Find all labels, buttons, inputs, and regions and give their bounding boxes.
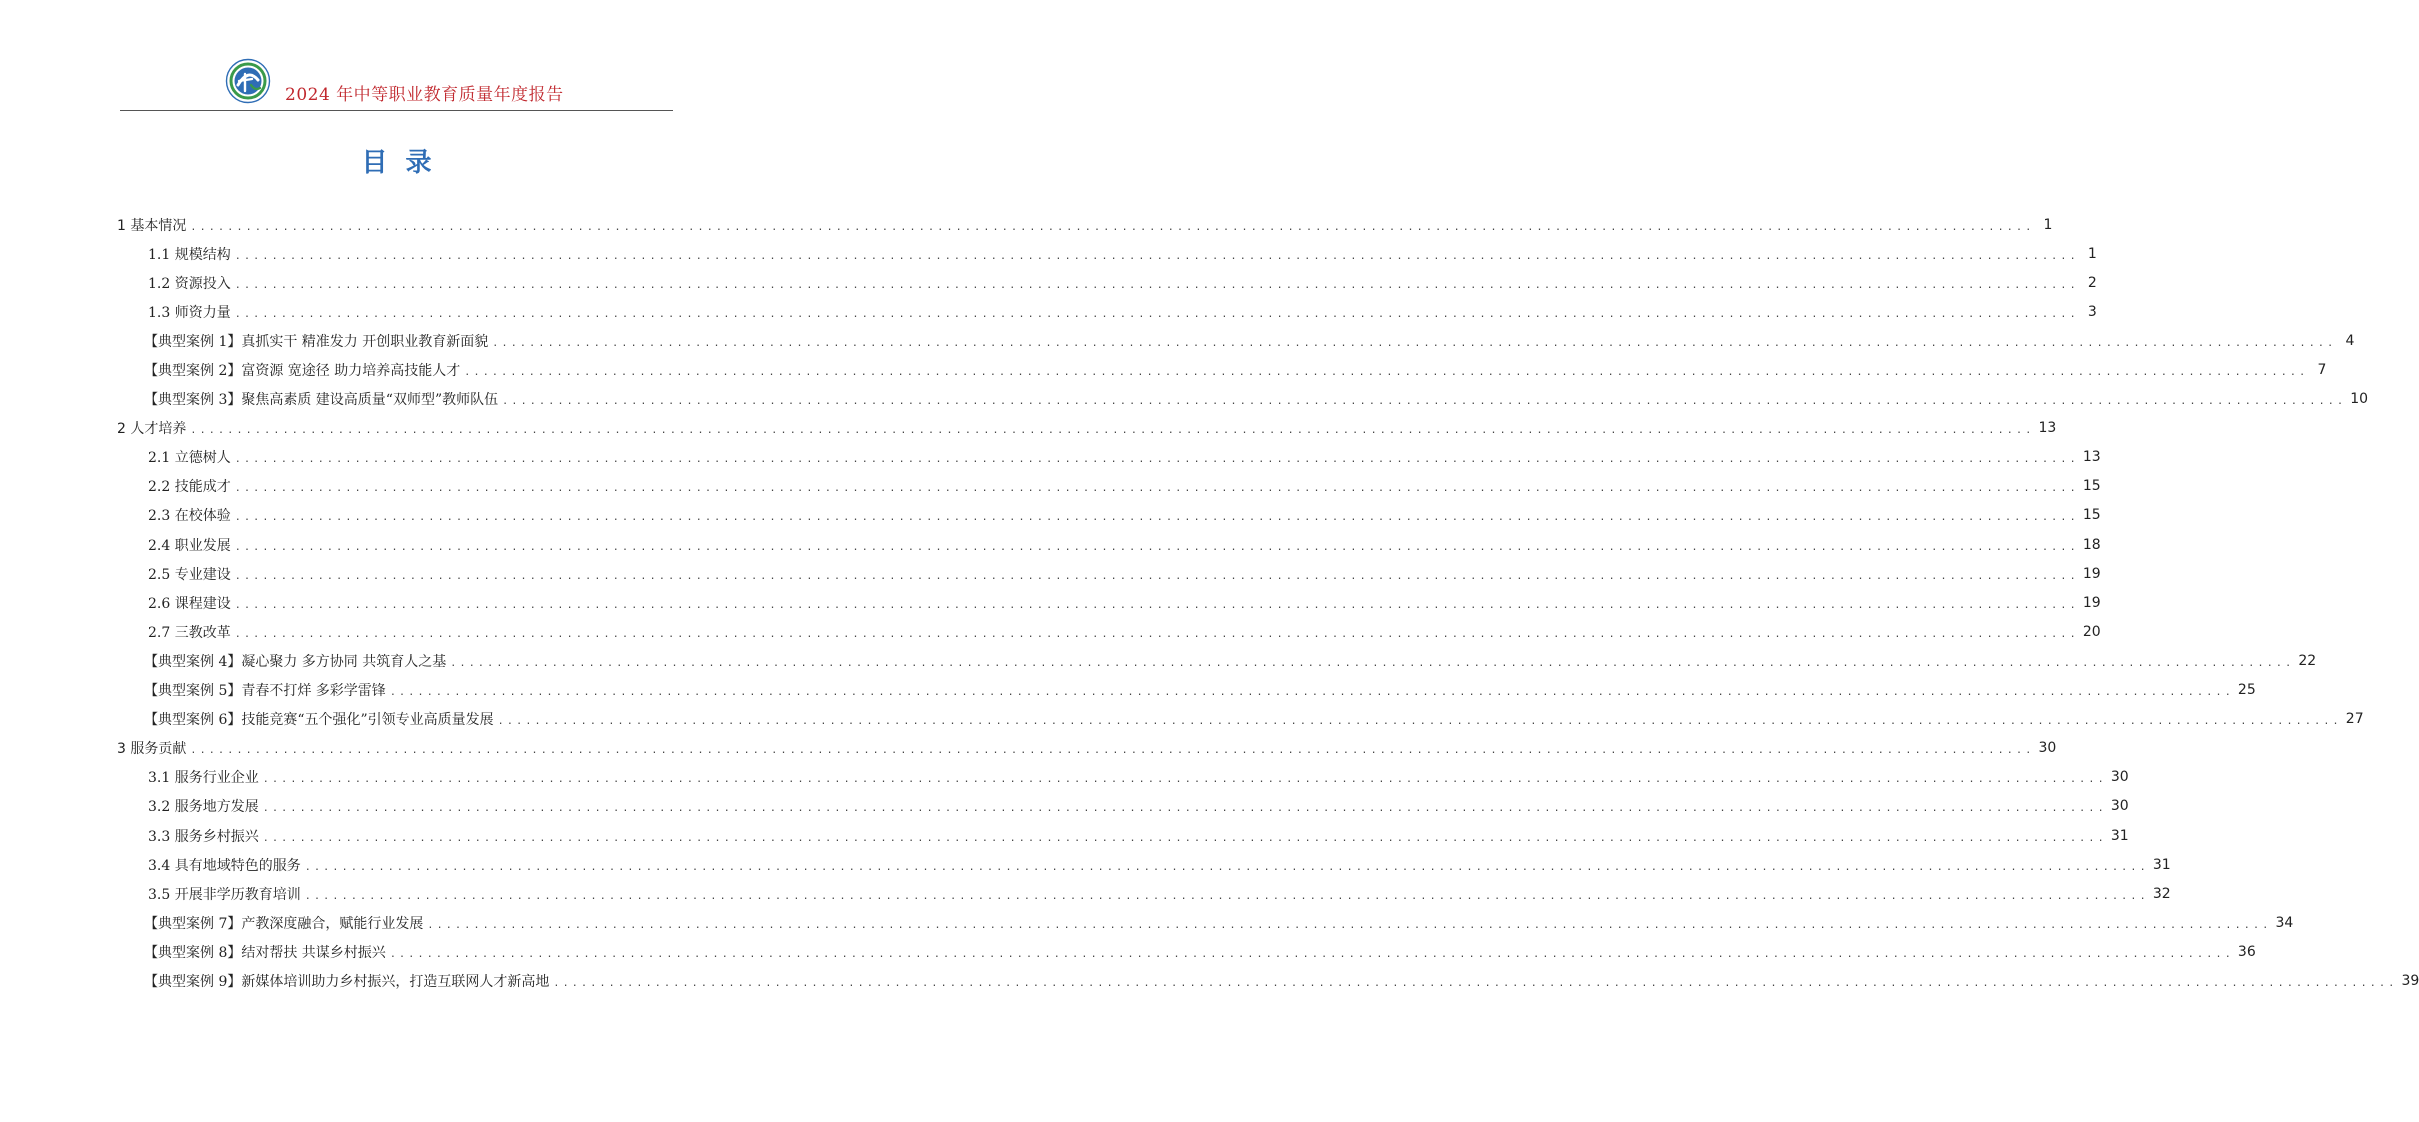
toc-entry-label: 3.3 服务乡村振兴 (148, 828, 259, 845)
toc-entry-case[interactable] (117, 385, 2369, 414)
toc-entry-label: 2.3 在校体验 (148, 508, 231, 525)
toc-entry-label: 【典型案例 4】凝心聚力 多方协同 共筑育人之基 (144, 653, 447, 670)
toc-leader-dots: ........................................................................................................................................................................................................ (234, 483, 2079, 495)
toc-leader-dots: ........................................................................................................................................................................................................ (502, 396, 2347, 408)
toc-entry-page-number: 15 (2082, 478, 2101, 495)
toc-entry-case[interactable] (117, 355, 2327, 384)
toc-leader-dots: ........................................................................................................................................................................................................ (234, 541, 2079, 553)
toc-entry-page-number: 4 (2345, 332, 2355, 349)
toc-entry-label: 1.1 规模结构 (148, 246, 231, 263)
toc-entry-label: 【典型案例 5】青春不打烊 多彩学雷锋 (144, 683, 386, 700)
toc-entry-sub[interactable] (117, 617, 2101, 646)
toc-leader-dots: ........................................................................................................................................................................................................ (234, 250, 2079, 262)
toc-entry-page-number: 19 (2082, 594, 2101, 611)
toc-entry-sub[interactable] (117, 792, 2129, 821)
toc-entry-label: 2.4 职业发展 (148, 537, 231, 554)
toc-entry-case[interactable] (117, 676, 2256, 705)
toc-entry-label: 2.5 专业建设 (148, 566, 231, 583)
toc-entry-sub[interactable] (117, 763, 2129, 792)
toc-leader-dots: ........................................................................................................................................................................................................ (389, 687, 2234, 699)
toc-entry-sub[interactable] (117, 268, 2097, 297)
toc-entry-label: 【典型案例 9】新媒体培训助力乡村振兴，打造互联网人才新高地 (144, 973, 550, 990)
toc-entry-page-number: 2 (2087, 274, 2097, 291)
toc-leader-dots: ........................................................................................................................................................................................................ (234, 628, 2079, 640)
toc-entry-label: 【典型案例 1】真抓实干 精准发力 开创职业教育新面貌 (144, 333, 489, 350)
header-divider (120, 110, 673, 111)
toc-entry-label: 【典型案例 7】产教深度融合，赋能行业发展 (144, 915, 424, 932)
toc-entry-case[interactable] (117, 326, 2355, 355)
toc-leader-dots: ........................................................................................................................................................................................................ (262, 774, 2107, 786)
table-of-contents (117, 210, 2419, 996)
toc-leader-dots: ........................................................................................................................................................................................................ (304, 861, 2149, 873)
toc-leader-dots: ........................................................................................................................................................................................................ (190, 221, 2035, 233)
toc-entry-page-number: 13 (2082, 449, 2101, 466)
toc-leader-dots: ........................................................................................................................................................................................................ (553, 977, 2398, 989)
toc-entry-sub[interactable] (117, 472, 2101, 501)
toc-leader-dots: ........................................................................................................................................................................................................ (464, 367, 2309, 379)
toc-entry-section[interactable] (117, 414, 2057, 443)
toc-leader-dots: ........................................................................................................................................................................................................ (234, 570, 2079, 582)
toc-entry-page-number: 30 (2110, 798, 2129, 815)
toc-leader-dots: ........................................................................................................................................................................................................ (497, 716, 2342, 728)
page-header (120, 58, 673, 108)
toc-entry-page-number: 10 (2350, 391, 2369, 408)
toc-entry-label: 1 基本情况 (117, 217, 187, 234)
toc-leader-dots: ........................................................................................................................................................................................................ (492, 337, 2337, 349)
toc-entry-page-number: 18 (2082, 536, 2101, 553)
toc-entry-label: 【典型案例 2】富资源 宽途径 助力培养高技能人才 (144, 363, 461, 380)
toc-entry-page-number: 1 (2043, 216, 2053, 233)
toc-leader-dots: ........................................................................................................................................................................................................ (234, 279, 2079, 291)
toc-leader-dots: ........................................................................................................................................................................................................ (234, 308, 2079, 320)
toc-entry-page-number: 13 (2038, 420, 2057, 437)
toc-entry-label: 【典型案例 8】结对帮扶 共谋乡村振兴 (144, 944, 386, 961)
toc-entry-section[interactable] (117, 210, 2053, 239)
toc-entry-page-number: 30 (2110, 769, 2129, 786)
toc-entry-case[interactable] (117, 937, 2256, 966)
toc-entry-page-number: 15 (2082, 507, 2101, 524)
toc-leader-dots: ........................................................................................................................................................................................................ (450, 657, 2295, 669)
toc-entry-page-number: 27 (2345, 711, 2364, 728)
toc-entry-sub[interactable] (117, 501, 2101, 530)
toc-entry-label: 2.7 三教改革 (148, 624, 231, 641)
toc-entry-page-number: 32 (2152, 885, 2171, 902)
toc-leader-dots: ........................................................................................................................................................................................................ (234, 599, 2079, 611)
toc-entry-case[interactable] (117, 705, 2364, 734)
toc-entry-sub[interactable] (117, 879, 2171, 908)
toc-leader-dots: ........................................................................................................................................................................................................ (389, 948, 2234, 960)
toc-leader-dots: ........................................................................................................................................................................................................ (262, 803, 2107, 815)
toc-entry-page-number: 39 (2401, 972, 2419, 989)
toc-entry-label: 3.1 服务行业企业 (148, 770, 259, 787)
toc-entry-sub[interactable] (117, 850, 2171, 879)
school-logo (225, 58, 271, 104)
toc-entry-page-number: 34 (2275, 914, 2294, 931)
toc-entry-page-number: 31 (2152, 856, 2171, 873)
toc-entry-page-number: 31 (2110, 827, 2129, 844)
toc-entry-page-number: 20 (2082, 623, 2101, 640)
toc-entry-sub[interactable] (117, 588, 2101, 617)
report-header-title: 2024 年中等职业教育质量年度报告 (285, 85, 564, 105)
toc-entry-label: 3.5 开展非学历教育培训 (148, 886, 301, 903)
toc-leader-dots: ........................................................................................................................................................................................................ (304, 890, 2149, 902)
toc-entry-page-number: 25 (2237, 682, 2256, 699)
toc-entry-label: 3.2 服务地方发展 (148, 799, 259, 816)
toc-entry-label: 【典型案例 6】技能竞赛“五个强化”引领专业高质量发展 (144, 712, 494, 729)
toc-entry-case[interactable] (117, 966, 2419, 995)
toc-entry-label: 1.2 资源投入 (148, 275, 231, 292)
toc-leader-dots: ........................................................................................................................................................................................................ (427, 919, 2272, 931)
toc-entry-page-number: 1 (2087, 245, 2097, 262)
toc-entry-label: 3.4 具有地域特色的服务 (148, 857, 301, 874)
toc-entry-page-number: 3 (2087, 303, 2097, 320)
toc-leader-dots: ........................................................................................................................................................................................................ (234, 512, 2079, 524)
toc-leader-dots: ........................................................................................................................................................................................................ (190, 425, 2035, 437)
toc-entry-sub[interactable] (117, 443, 2101, 472)
toc-entry-sub[interactable] (117, 821, 2129, 850)
toc-entry-page-number: 36 (2237, 943, 2256, 960)
toc-entry-label: 2.1 立德树人 (148, 450, 231, 467)
toc-entry-sub[interactable] (117, 297, 2097, 326)
toc-entry-case[interactable] (117, 908, 2294, 937)
toc-entry-sub[interactable] (117, 530, 2101, 559)
toc-leader-dots: ........................................................................................................................................................................................................ (262, 832, 2107, 844)
toc-entry-label: 1.3 师资力量 (148, 304, 231, 321)
toc-leader-dots: ........................................................................................................................................................................................................ (190, 745, 2035, 757)
toc-entry-case[interactable] (117, 646, 2317, 675)
toc-entry-page-number: 7 (2317, 362, 2327, 379)
toc-entry-label: 2 人才培养 (117, 421, 187, 438)
toc-entry-page-number: 19 (2082, 565, 2101, 582)
toc-leader-dots: ........................................................................................................................................................................................................ (234, 454, 2079, 466)
toc-entry-sub[interactable] (117, 559, 2101, 588)
page-title: 目录 (361, 148, 450, 178)
toc-entry-label: 【典型案例 3】聚焦高素质 建设高质量“双师型”教师队伍 (144, 392, 499, 409)
toc-entry-sub[interactable] (117, 239, 2097, 268)
toc-entry-page-number: 22 (2298, 652, 2317, 669)
toc-entry-label: 3 服务贡献 (117, 741, 187, 758)
toc-entry-page-number: 30 (2038, 740, 2057, 757)
toc-entry-section[interactable] (117, 734, 2057, 763)
toc-entry-label: 2.6 课程建设 (148, 595, 231, 612)
toc-entry-label: 2.2 技能成才 (148, 479, 231, 496)
